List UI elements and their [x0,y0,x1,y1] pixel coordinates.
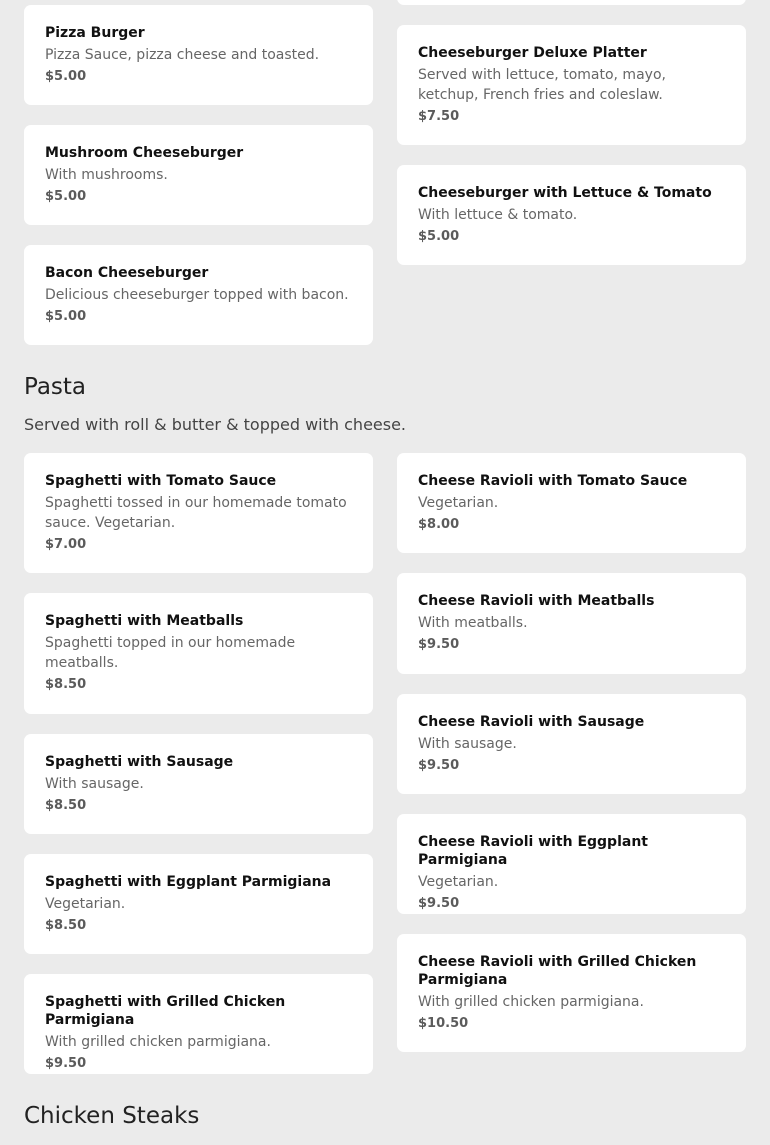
menu-item-card[interactable] [24,245,373,345]
menu-item-price: $7.50 [418,109,460,124]
menu-item-name: Spaghetti with Tomato Sauce [45,473,277,489]
menu-item-card[interactable] [397,573,746,674]
menu-item-price: $9.50 [418,758,460,773]
menu-item-card[interactable] [397,814,746,914]
menu-item-card[interactable] [24,974,373,1074]
menu-item-name: Spaghetti with Eggplant Parmigiana [45,874,332,890]
menu-item-price: $5.00 [418,229,460,244]
menu-item-price: $10.50 [418,1016,469,1031]
menu-item-card[interactable] [397,453,746,553]
section-title-chicken-steaks: Chicken Steaks [24,1103,200,1129]
menu-item-price: $5.00 [45,189,87,204]
menu-item-description: Vegetarian. [418,495,499,511]
menu-item-description: With meatballs. [418,615,528,631]
menu-item-description: With mushrooms. [45,167,168,183]
menu-item-description: With sausage. [45,776,144,792]
menu-item-description: Vegetarian. [418,874,499,890]
menu-item-card[interactable] [24,5,373,105]
menu-item-description: Spaghetti topped in our homemade meatballs. [45,635,296,671]
menu-item-name: Cheese Ravioli with Eggplant Parmigiana [418,834,648,868]
menu-item-price: $8.50 [45,918,87,933]
menu-item-card[interactable] [397,165,746,265]
menu-item-card-partial[interactable] [397,0,746,5]
menu-item-name: Cheeseburger with Lettuce & Tomato [418,185,712,201]
menu-item-name: Cheese Ravioli with Sausage [418,714,645,730]
menu-item-price: $5.00 [45,309,87,324]
menu-item-card[interactable] [24,854,373,954]
menu-item-name: Pizza Burger [45,25,145,41]
menu-item-price: $8.50 [45,798,87,813]
menu-item-name: Cheeseburger Deluxe Platter [418,45,647,61]
menu-item-card[interactable] [24,125,373,225]
menu-item-name: Cheese Ravioli with Grilled Chicken Parmigiana [418,954,697,988]
menu-item-name: Cheese Ravioli with Meatballs [418,593,655,609]
menu-item-card[interactable] [397,694,746,794]
menu-item-price: $9.50 [45,1056,87,1071]
menu-item-name: Mushroom Cheeseburger [45,145,244,161]
section-description-pasta: Served with roll & butter & topped with cheese. [24,415,407,434]
menu-item-price: $7.00 [45,537,87,552]
menu-item-card[interactable] [24,453,373,573]
menu-item-name: Bacon Cheeseburger [45,265,209,281]
menu-item-description: Spaghetti tossed in our homemade tomato sauce. Vegetarian. [45,495,347,531]
menu-item-card[interactable] [24,593,373,714]
menu-item-card[interactable] [397,934,746,1052]
menu-item-description: Pizza Sauce, pizza cheese and toasted. [45,47,320,63]
menu-item-description: Delicious cheeseburger topped with bacon. [45,287,349,303]
menu-item-card[interactable] [397,25,746,145]
menu-item-name: Cheese Ravioli with Tomato Sauce [418,473,688,489]
menu-item-description: Served with lettuce, tomato, mayo, ketchup, French fries and coleslaw. [418,67,666,103]
menu-item-card[interactable] [24,734,373,834]
section-title-pasta: Pasta [24,374,87,400]
menu-item-name: Spaghetti with Grilled Chicken Parmigiana [45,994,286,1028]
menu-item-price: $5.00 [45,69,87,84]
menu-item-price: $9.50 [418,896,460,911]
menu-item-price: $8.50 [45,677,87,692]
menu-item-description: With grilled chicken parmigiana. [418,994,644,1010]
menu-item-description: Vegetarian. [45,896,126,912]
menu-item-description: With grilled chicken parmigiana. [45,1034,271,1050]
menu-item-name: Spaghetti with Sausage [45,754,234,770]
menu-item-price: $9.50 [418,637,460,652]
menu-item-name: Spaghetti with Meatballs [45,613,244,629]
menu-item-price: $8.00 [418,517,460,532]
menu-item-description: With lettuce & tomato. [418,207,578,223]
menu-item-description: With sausage. [418,736,517,752]
